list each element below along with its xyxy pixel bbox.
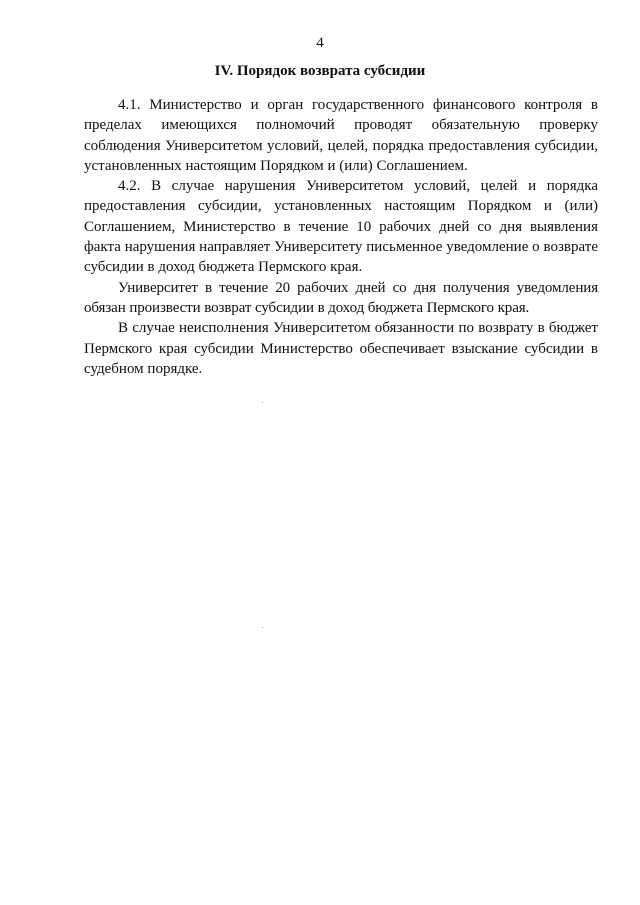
section-body — [84, 95, 598, 379]
paragraph-court-recovery: В случае неисполнения Университетом обязанности по возврату в бюджет Пермского края субсидии Министерство обеспечивает взыскание субсидии в судебном порядке. — [84, 320, 598, 377]
scan-artifact — [262, 402, 263, 403]
scan-artifact — [262, 627, 263, 628]
paragraph-4-2: 4.2. В случае нарушения Университетом условий, целей и порядка предоставления субсидии, установленных настоящим Порядком и (или) Соглашением, Министерство в течение 10 рабочих дней со дня выявления факта нарушения направляет Университету письменное уведомление о возврате субсидии в доход бюджета Пермского края. — [84, 178, 598, 276]
paragraph-refund-deadline: Университет в течение 20 рабочих дней со дня получения уведомления обязан произвести возврат субсидии в доход бюджета Пермского края. — [84, 279, 598, 316]
section-heading: IV. Порядок возврата субсидии — [214, 63, 426, 79]
page-number: 4 — [316, 35, 324, 51]
paragraph-4-1: 4.1. Министерство и орган государственного финансового контроля в пределах имеющихся полномочий проводят обязательную проверку соблюдения Университетом условий, целей, порядка предоставления субсидии, установленных настоящим Порядком и (или) Соглашением. — [84, 97, 598, 174]
